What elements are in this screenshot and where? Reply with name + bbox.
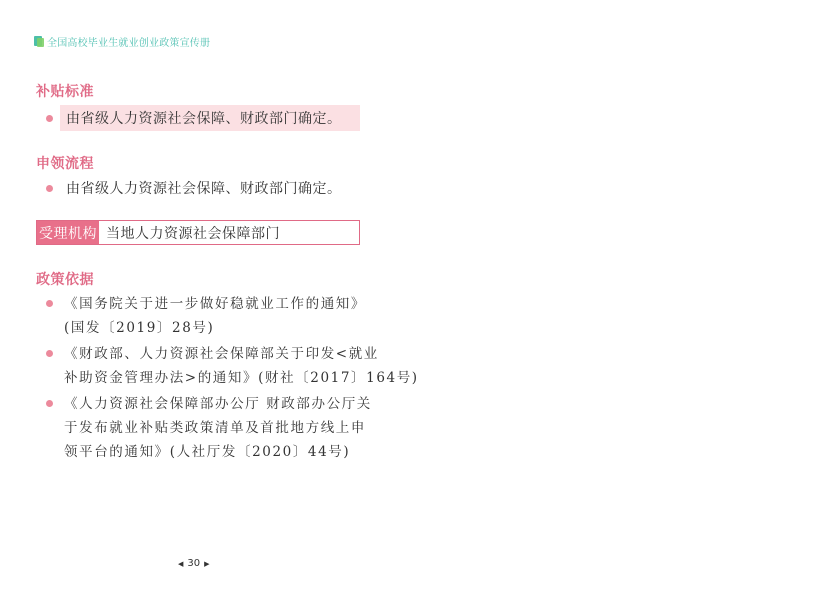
agency-box — [36, 220, 360, 245]
book-icon — [34, 36, 44, 47]
policy-basis-list — [46, 292, 419, 466]
subsidy-standard-title: 补贴标准 — [36, 84, 94, 100]
basis-line: 《人力资源社会保障部办公厅 财政部办公厅关 — [64, 396, 372, 412]
policy-basis-item — [46, 342, 419, 390]
agency-value: 当地人力资源社会保障部门 — [106, 225, 280, 242]
bullet-dot-icon — [46, 400, 53, 407]
triangle-right-icon: ▶ — [204, 559, 210, 568]
page-number — [178, 558, 210, 569]
subsidy-standard-item — [46, 108, 342, 128]
application-process-text: 由省级人力资源社会保障、财政部门确定。 — [66, 181, 342, 197]
bullet-dot-icon — [46, 350, 53, 357]
brochure-header — [34, 34, 210, 49]
basis-line: 《国务院关于进一步做好稳就业工作的通知》 — [64, 296, 366, 312]
policy-basis-item — [46, 292, 366, 340]
basis-line: 补助资金管理办法>的通知》(财社〔2017〕164号) — [64, 370, 419, 386]
bullet-dot-icon — [46, 300, 53, 307]
bullet-dot-icon — [46, 185, 53, 192]
application-process-item — [46, 178, 342, 198]
policy-basis-item — [46, 392, 372, 464]
page-number-value: 30 — [187, 558, 201, 569]
subsidy-standard-text: 由省级人力资源社会保障、财政部门确定。 — [66, 111, 342, 127]
policy-basis-title: 政策依据 — [36, 272, 94, 288]
application-process-title: 申领流程 — [36, 156, 94, 172]
agency-label: 受理机构 — [37, 221, 99, 244]
basis-line: 于发布就业补贴类政策清单及首批地方线上申 — [64, 420, 366, 436]
basis-line: 《财政部、人力资源社会保障部关于印发<就业 — [64, 346, 379, 362]
basis-line: (国发〔2019〕28号) — [64, 320, 215, 336]
basis-line: 领平台的通知》(人社厅发〔2020〕44号) — [64, 444, 351, 460]
header-title: 全国高校毕业生就业创业政策宣传册 — [47, 38, 211, 49]
bullet-dot-icon — [46, 115, 53, 122]
triangle-left-icon: ◀ — [178, 559, 184, 568]
